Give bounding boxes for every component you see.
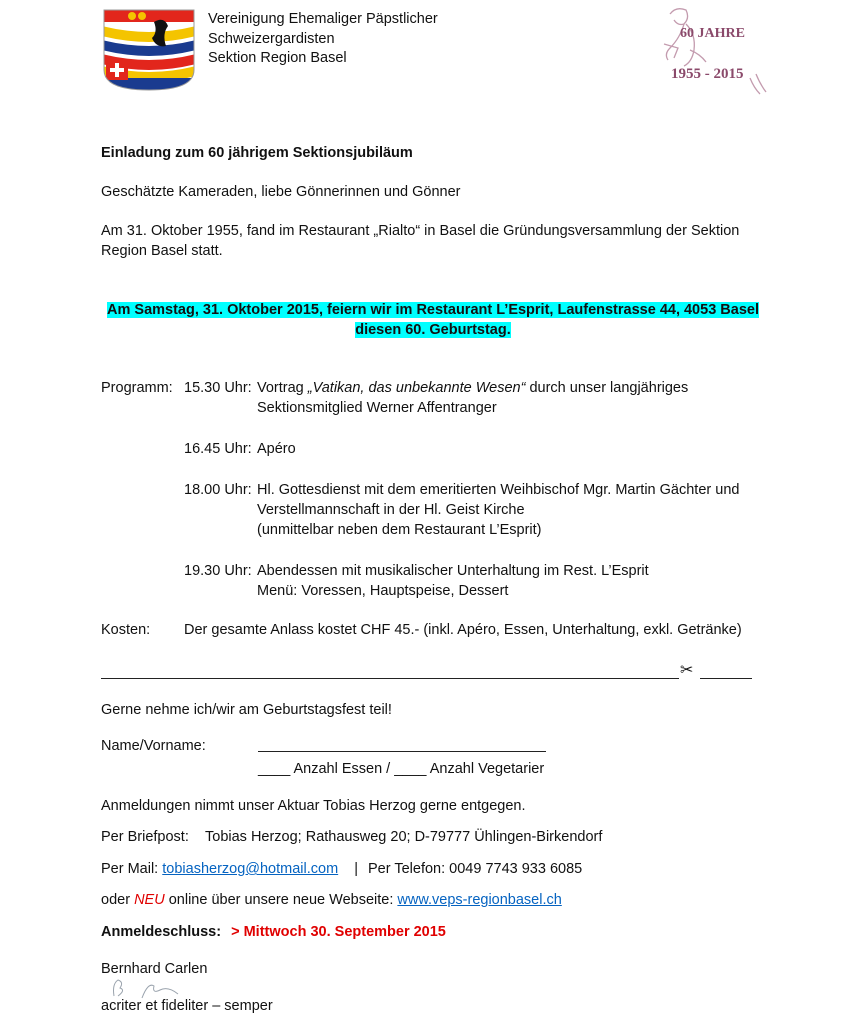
highlight-announcement (100, 302, 766, 318)
program-text-4: Abendessen mit musikalischer Unterhaltung im Rest. L’Esprit (257, 563, 649, 579)
program-text-1 (257, 380, 688, 396)
deadline-value: > Mittwoch 30. September 2015 (231, 924, 446, 940)
website-link[interactable]: www.veps-regionbasel.ch (397, 892, 562, 908)
intro-line-1: Am 31. Oktober 1955, fand im Restaurant „Rialto“ in Basel die Gründungsversammlung der Sektion (101, 223, 740, 239)
program-time-3: 18.00 Uhr: (184, 482, 252, 498)
program-text-2: Apéro (257, 441, 296, 457)
program-text-1-pre: Vortrag (257, 380, 308, 396)
form-intro: Gerne nehme ich/wir am Geburtstagsfest teil! (101, 702, 392, 718)
program-text-4-line2: Menü: Voressen, Hauptspeise, Dessert (257, 583, 509, 599)
org-name-line1: Vereinigung Ehemaliger Päpstlicher (208, 11, 438, 27)
name-label: Name/Vorname: (101, 738, 206, 754)
signer-name: Bernhard Carlen (101, 961, 208, 977)
talk-title: „Vatikan, das unbekannte Wesen“ (307, 380, 526, 396)
program-text-3: Hl. Gottesdienst mit dem emeritierten Weihbischof Mgr. Martin Gächter und (257, 482, 740, 498)
program-label: Programm: (101, 380, 173, 396)
meal-count-line: ____ Anzahl Essen / ____ Anzahl Vegetarier (258, 761, 545, 777)
org-name-line2: Schweizergardisten (208, 30, 335, 47)
cut-line-left (101, 678, 679, 679)
separator: | (354, 861, 358, 877)
new-badge: NEU (134, 892, 165, 908)
costs-label: Kosten: (101, 622, 151, 638)
greeting: Geschätzte Kameraden, liebe Gönnerinnen und Gönner (101, 184, 461, 200)
program-time-2: 16.45 Uhr: (184, 441, 252, 457)
program-text-1-line2: Sektionsmitglied Werner Affentranger (257, 400, 497, 416)
mail-row (101, 861, 582, 877)
intro-line-2: Region Basel statt. (101, 243, 223, 259)
jubilee-range: 1955 - 2015 (671, 66, 744, 82)
program-text-1-post: durch unser langjähriges (525, 380, 689, 396)
highlight-row-2 (100, 322, 766, 338)
program-text-3-line3: (unmittelbar neben dem Restaurant L’Esprit) (257, 522, 542, 538)
online-row (101, 892, 562, 908)
highlight-line-2: diesen 60. Geburtstag. (355, 322, 511, 338)
cut-line-right (700, 678, 752, 679)
scissors-icon: ✂ (680, 662, 694, 679)
jubilee-years: 60 JAHRE (680, 26, 745, 41)
deadline-label: Anmeldeschluss: (101, 924, 222, 940)
costs-text: Der gesamte Anlass kostet CHF 45.- (inkl. Apéro, Essen, Unterhaltung, exkl. Getränke) (184, 622, 742, 638)
motto: acriter et fideliter – semper (101, 998, 273, 1014)
phone-text: Per Telefon: 0049 7743 933 6085 (368, 861, 583, 877)
deadline-row (101, 924, 446, 940)
org-header (208, 10, 438, 69)
mail-label: Per Mail: (101, 861, 159, 877)
post-address: Tobias Herzog; Rathausweg 20; D-79777 Ühlingen-Birkendorf (205, 829, 603, 845)
program-time-1: 15.30 Uhr: (184, 380, 252, 396)
document-title: Einladung zum 60 jährigem Sektionsjubiläum (101, 145, 413, 161)
org-name-line3: Sektion Region Basel (208, 50, 347, 66)
highlight-line-1: Am Samstag, 31. Oktober 2015, feiern wir im Restaurant L’Esprit, Laufenstrasse 44, 4053 Basel (107, 302, 759, 318)
program-time-4: 19.30 Uhr: (184, 563, 252, 579)
registration-intro: Anmeldungen nimmt unser Aktuar Tobias Herzog gerne entgegen. (101, 798, 526, 814)
section-logo-crest (102, 8, 196, 92)
name-input-line[interactable] (258, 751, 546, 752)
post-label: Per Briefpost: (101, 829, 189, 845)
program-text-3-line2: Verstellmannschaft in der Hl. Geist Kirche (257, 502, 525, 518)
online-post: online über unsere neue Webseite: (164, 892, 394, 908)
email-link[interactable]: tobiasherzog@hotmail.com (162, 861, 339, 877)
online-pre: oder (101, 892, 135, 908)
